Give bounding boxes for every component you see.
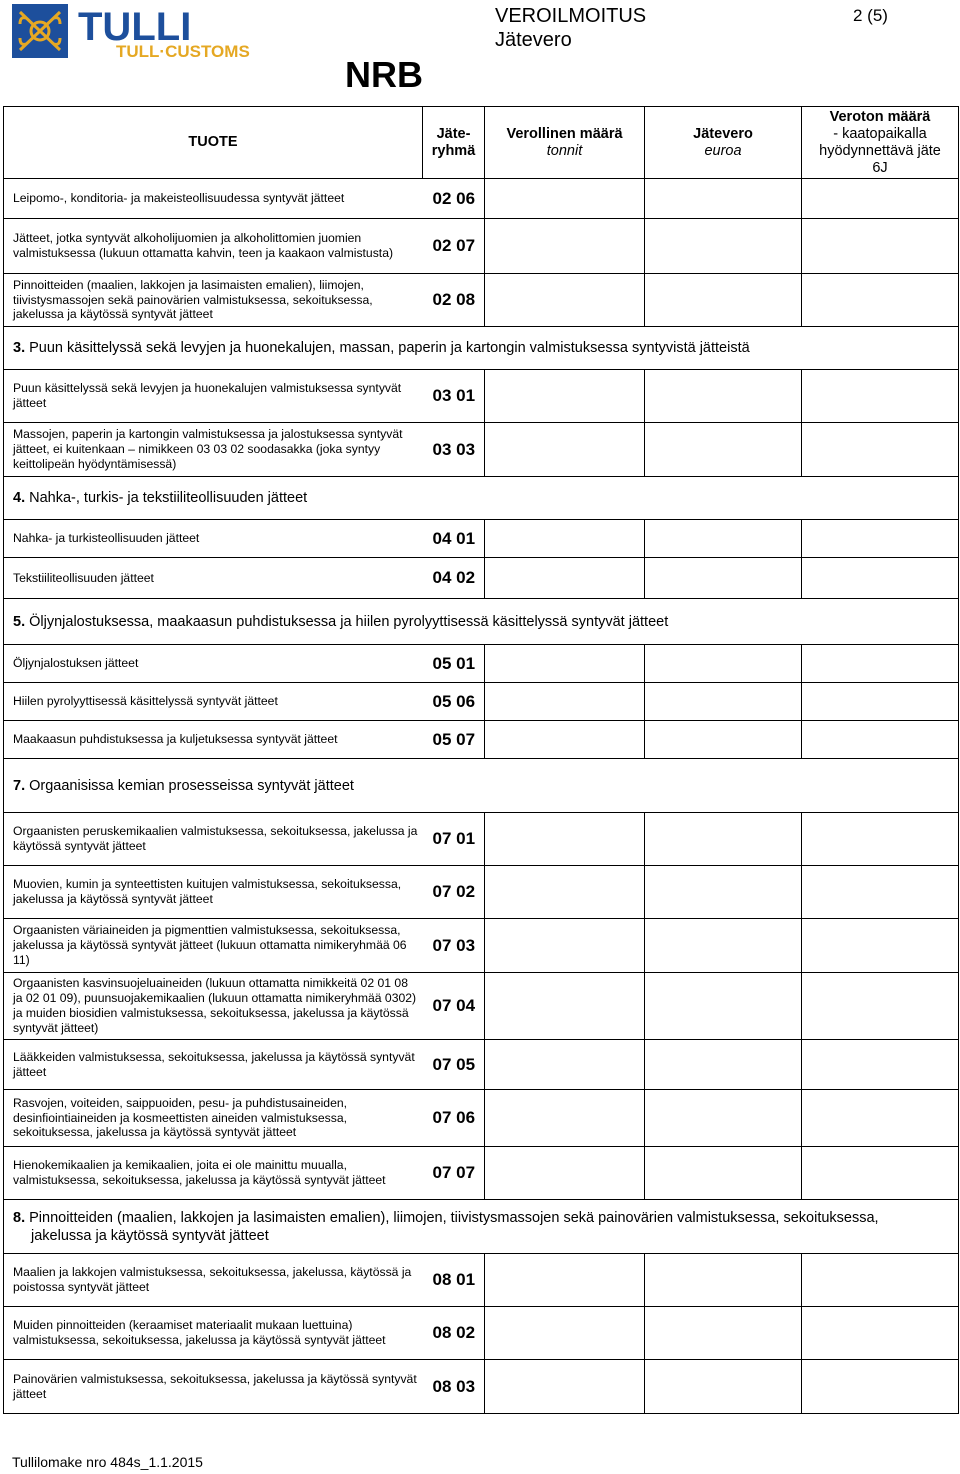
row-description: Jätteet, jotka syntyvät alkoholijuomien ja alkoholittomien juomien valmistuksessa (lukuun ottamatta kahvin, teen ja kaakaon valmistusta) <box>4 219 423 274</box>
table-row <box>4 645 959 683</box>
table-row <box>4 813 959 866</box>
table-row <box>4 1360 959 1414</box>
exempt-amount-cell[interactable] <box>802 1307 959 1360</box>
taxable-amount-cell[interactable] <box>485 558 645 599</box>
row-description: Orgaanisten kasvinsuojeluaineiden (lukuun ottamatta nimikkeitä 02 01 08 ja 02 01 09), puunsuojakemikaalien (lukuun ottamatta nimikeryhmää 0302) ja muiden biosidien valmistuksessa, sekoituksessa, jakelussa ja käytössä syntyvät jätteet) <box>4 973 423 1040</box>
row-code: 03 03 <box>423 423 485 477</box>
exempt-amount-cell[interactable] <box>802 919 959 973</box>
row-description: Hienokemikaalien ja kemikaalien, joita ei ole mainittu muualla, valmistuksessa, sekoituksessa, jakelussa ja käytössä syntyvät jätteet <box>4 1147 423 1200</box>
tax-amount-cell[interactable] <box>645 179 802 219</box>
form-title <box>495 4 646 52</box>
section-title: 4. Nahka-, turkis- ja tekstiiliteollisuuden jätteet <box>4 477 959 520</box>
table-row <box>4 1254 959 1307</box>
row-description: Pinnoitteiden (maalien, lakkojen ja lasimaisten emalien), liimojen, tiivistysmassojen sekä painovärien valmistuksessa, sekoituksessa, jakelussa ja käytössä syntyvät jätteet <box>4 274 423 327</box>
column-header-row <box>4 107 959 179</box>
taxable-amount-cell[interactable] <box>485 813 645 866</box>
table-row <box>4 558 959 599</box>
row-description: Tekstiiliteollisuuden jätteet <box>4 558 423 599</box>
tax-amount-cell[interactable] <box>645 919 802 973</box>
exempt-amount-cell[interactable] <box>802 423 959 477</box>
exempt-amount-cell[interactable] <box>802 179 959 219</box>
table-row <box>4 520 959 558</box>
row-description: Massojen, paperin ja kartongin valmistuksessa ja jalostuksessa syntyvät jätteet, ei kuitenkaan – nimikkeen 03 03 02 soodasakka (joka syntyy keittolipeän hyödyntämisessä) <box>4 423 423 477</box>
row-description: Nahka- ja turkisteollisuuden jätteet <box>4 520 423 558</box>
svg-text:TULLI: TULLI <box>78 5 192 49</box>
svg-text:TULL·CUSTOMS: TULL·CUSTOMS <box>116 42 250 60</box>
table-row <box>4 1090 959 1147</box>
row-code: 03 01 <box>423 370 485 423</box>
section-title: 3. Puun käsittelyssä sekä levyjen ja huonekalujen, massan, paperin ja kartongin valmistuksessa syntyvistä jätteistä <box>4 327 959 370</box>
exempt-amount-cell[interactable] <box>802 274 959 327</box>
taxable-amount-cell[interactable] <box>485 219 645 274</box>
page-number: 2 (5) <box>853 6 888 25</box>
exempt-amount-cell[interactable] <box>802 1360 959 1414</box>
table-row <box>4 866 959 919</box>
exempt-amount-cell[interactable] <box>802 813 959 866</box>
row-code: 07 01 <box>423 813 485 866</box>
taxable-amount-cell[interactable] <box>485 866 645 919</box>
tax-amount-cell[interactable] <box>645 1090 802 1147</box>
col-header-exempt: Veroton määrä - kaatopaikalla hyödynnettävä jäte 6J <box>802 107 959 179</box>
row-code: 08 03 <box>423 1360 485 1414</box>
row-code: 08 01 <box>423 1254 485 1307</box>
section-heading-5 <box>4 599 959 645</box>
row-description: Muiden pinnoitteiden (keraamiset materiaalit mukaan luettuina) valmistuksessa, sekoituksessa, jakelussa ja käytössä syntyvät jätteet <box>4 1307 423 1360</box>
tax-amount-cell[interactable] <box>645 813 802 866</box>
table-row <box>4 721 959 759</box>
row-description: Öljynjalostuksen jätteet <box>4 645 423 683</box>
col-header-group: Jäte- ryhmä <box>423 107 485 179</box>
tax-amount-cell[interactable] <box>645 423 802 477</box>
col-header-tax: Jätevero euroa <box>645 107 802 179</box>
row-description: Lääkkeiden valmistuksessa, sekoituksessa, jakelussa ja käytössä syntyvät jätteet <box>4 1040 423 1090</box>
taxable-amount-cell[interactable] <box>485 919 645 973</box>
row-code: 02 07 <box>423 219 485 274</box>
tax-amount-cell[interactable] <box>645 973 802 1040</box>
taxable-amount-cell[interactable] <box>485 274 645 327</box>
tax-amount-cell[interactable] <box>645 520 802 558</box>
tax-amount-cell[interactable] <box>645 683 802 721</box>
exempt-amount-cell[interactable] <box>802 219 959 274</box>
taxable-amount-cell[interactable] <box>485 423 645 477</box>
table-row <box>4 274 959 327</box>
waste-tax-table <box>3 106 959 1414</box>
tulli-logo <box>12 4 297 60</box>
col-header-taxable: Verollinen määrä tonnit <box>485 107 645 179</box>
exempt-amount-cell[interactable] <box>802 683 959 721</box>
taxable-amount-cell[interactable] <box>485 973 645 1040</box>
tax-amount-cell[interactable] <box>645 1254 802 1307</box>
exempt-amount-cell[interactable] <box>802 973 959 1040</box>
row-description: Orgaanisten peruskemikaalien valmistuksessa, sekoituksessa, jakelussa ja käytössä syntyvät jätteet <box>4 813 423 866</box>
tax-amount-cell[interactable] <box>645 866 802 919</box>
table-row <box>4 1040 959 1090</box>
taxable-amount-cell[interactable] <box>485 1040 645 1090</box>
row-code: 02 06 <box>423 179 485 219</box>
tax-amount-cell[interactable] <box>645 721 802 759</box>
form-title-main: VEROILMOITUS <box>495 5 647 27</box>
taxable-amount-cell[interactable] <box>485 179 645 219</box>
section-title: 8. Pinnoitteiden (maalien, lakkojen ja lasimaisten emalien), liimojen, tiivistysmassojen sekä painovärien valmistuksessa, sekoituksessa, jakelussa ja käytössä syntyvät jätteet <box>4 1200 959 1254</box>
section-heading-7 <box>4 759 959 813</box>
table-row <box>4 1307 959 1360</box>
taxable-amount-cell[interactable] <box>485 1147 645 1200</box>
row-code: 07 07 <box>423 1147 485 1200</box>
table-row <box>4 683 959 721</box>
table-row <box>4 919 959 973</box>
tax-amount-cell[interactable] <box>645 1307 802 1360</box>
exempt-amount-cell[interactable] <box>802 721 959 759</box>
exempt-amount-cell[interactable] <box>802 1147 959 1200</box>
exempt-amount-cell[interactable] <box>802 1090 959 1147</box>
exempt-amount-cell[interactable] <box>802 520 959 558</box>
section-heading-3 <box>4 327 959 370</box>
taxable-amount-cell[interactable] <box>485 1360 645 1414</box>
tax-amount-cell[interactable] <box>645 645 802 683</box>
row-description: Maakaasun puhdistuksessa ja kuljetuksessa syntyvät jätteet <box>4 721 423 759</box>
page-header <box>0 0 960 106</box>
section-heading-8 <box>4 1200 959 1254</box>
table-row <box>4 973 959 1040</box>
taxable-amount-cell[interactable] <box>485 721 645 759</box>
row-description: Hiilen pyrolyyttisessä käsittelyssä syntyvät jätteet <box>4 683 423 721</box>
taxable-amount-cell[interactable] <box>485 1090 645 1147</box>
row-description: Muovien, kumin ja synteettisten kuitujen valmistuksessa, sekoituksessa, jakelussa ja käytössä syntyvät jätteet <box>4 866 423 919</box>
form-footer: Tullilomake nro 484s_1.1.2015 <box>12 1454 203 1470</box>
taxable-amount-cell[interactable] <box>485 645 645 683</box>
table-row <box>4 1147 959 1200</box>
row-description: Orgaanisten väriaineiden ja pigmenttien valmistuksessa, sekoituksessa, jakelussa ja käytössä syntyvät jätteet (lukuun ottamatta nimikeryhmää 06 11) <box>4 919 423 973</box>
form-code: NRB <box>345 54 423 95</box>
row-code: 07 06 <box>423 1090 485 1147</box>
table-row <box>4 370 959 423</box>
taxable-amount-cell[interactable] <box>485 370 645 423</box>
table-row <box>4 219 959 274</box>
row-code: 05 01 <box>423 645 485 683</box>
row-description: Painovärien valmistuksessa, sekoituksessa, jakelussa ja käytössä syntyvät jätteet <box>4 1360 423 1414</box>
section-title: 5. Öljynjalostuksessa, maakaasun puhdistuksessa ja hiilen pyrolyyttisessä käsittelyssä syntyvät jätteet <box>4 599 959 645</box>
exempt-amount-cell[interactable] <box>802 1040 959 1090</box>
section-title: 7. Orgaanisissa kemian prosesseissa syntyvät jätteet <box>4 759 959 813</box>
row-description: Rasvojen, voiteiden, saippuoiden, pesu- ja puhdistusaineiden, desinfiointiaineiden ja kosmeettisten aineiden valmistuksessa, sekoituksessa, jakelussa ja käytössä syntyvät jätteet <box>4 1090 423 1147</box>
row-code: 05 06 <box>423 683 485 721</box>
col-header-product: TUOTE <box>4 107 423 179</box>
row-code: 07 04 <box>423 973 485 1040</box>
row-code: 04 01 <box>423 520 485 558</box>
tax-amount-cell[interactable] <box>645 274 802 327</box>
row-description: Leipomo-, konditoria- ja makeisteollisuudessa syntyvät jätteet <box>4 179 423 219</box>
tax-amount-cell[interactable] <box>645 1040 802 1090</box>
row-code: 08 02 <box>423 1307 485 1360</box>
exempt-amount-cell[interactable] <box>802 645 959 683</box>
taxable-amount-cell[interactable] <box>485 520 645 558</box>
exempt-amount-cell[interactable] <box>802 1254 959 1307</box>
row-code: 07 02 <box>423 866 485 919</box>
row-code: 07 05 <box>423 1040 485 1090</box>
taxable-amount-cell[interactable] <box>485 1307 645 1360</box>
row-code: 04 02 <box>423 558 485 599</box>
row-code: 05 07 <box>423 721 485 759</box>
row-code: 02 08 <box>423 274 485 327</box>
section-heading-4 <box>4 477 959 520</box>
taxable-amount-cell[interactable] <box>485 683 645 721</box>
row-code: 07 03 <box>423 919 485 973</box>
exempt-amount-cell[interactable] <box>802 866 959 919</box>
row-description: Puun käsittelyssä sekä levyjen ja huonekalujen valmistuksessa syntyvät jätteet <box>4 370 423 423</box>
table-row <box>4 423 959 477</box>
row-description: Maalien ja lakkojen valmistuksessa, sekoituksessa, jakelussa, käytössä ja poistossa syntyvät jätteet <box>4 1254 423 1307</box>
exempt-amount-cell[interactable] <box>802 370 959 423</box>
tax-amount-cell[interactable] <box>645 219 802 274</box>
tax-amount-cell[interactable] <box>645 1360 802 1414</box>
tax-amount-cell[interactable] <box>645 558 802 599</box>
form-title-sub: Jätevero <box>495 29 572 51</box>
taxable-amount-cell[interactable] <box>485 1254 645 1307</box>
tax-amount-cell[interactable] <box>645 1147 802 1200</box>
tax-amount-cell[interactable] <box>645 370 802 423</box>
table-row <box>4 179 959 219</box>
exempt-amount-cell[interactable] <box>802 558 959 599</box>
